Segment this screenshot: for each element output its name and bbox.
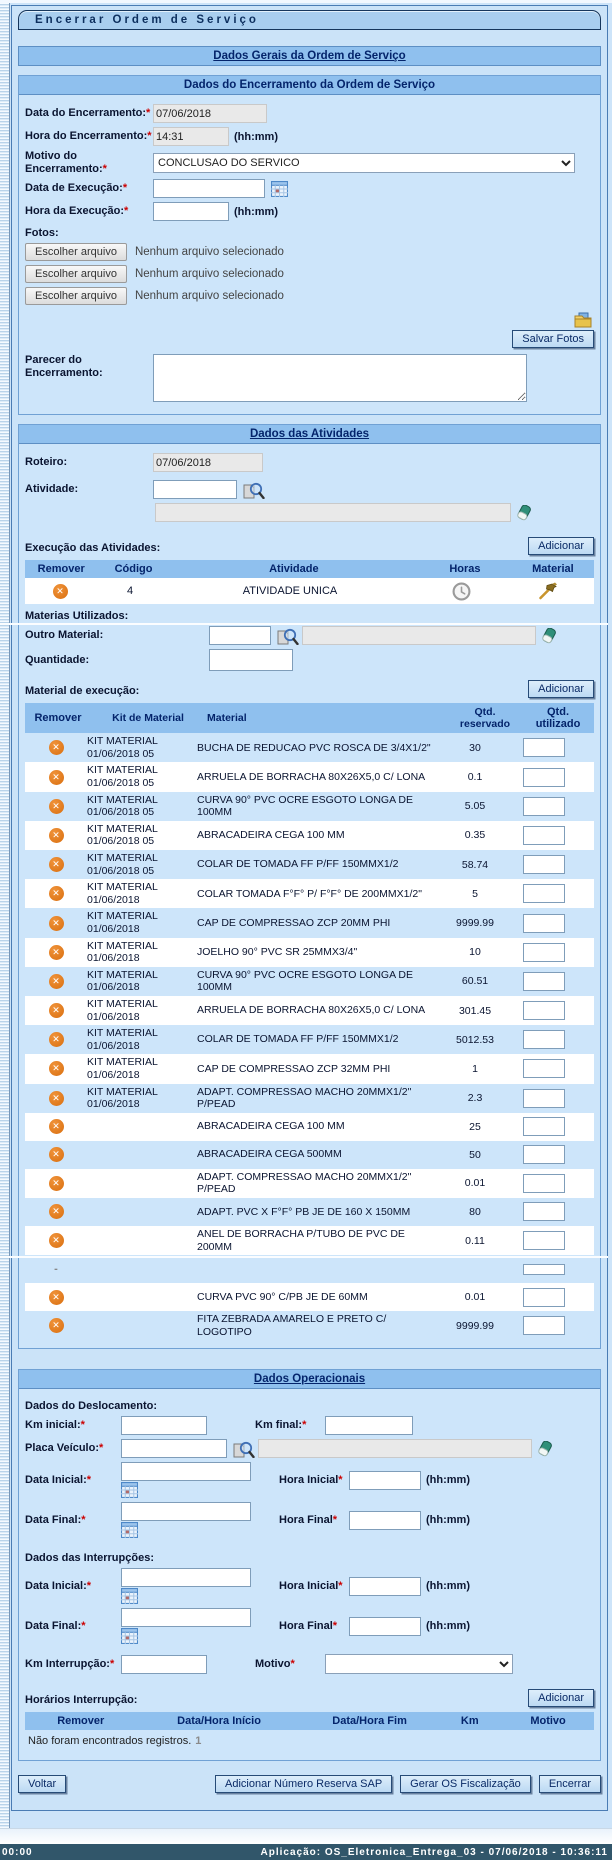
operational-header[interactable]: Dados Operacionais [19, 1370, 600, 1389]
add-interruption-button[interactable]: Adicionar [528, 1689, 594, 1707]
activity-name-cell: ATIVIDADE UNICA [242, 585, 338, 598]
remove-icon[interactable] [49, 1233, 64, 1248]
material-row [25, 1283, 594, 1311]
execution-material-label: Material de execução: [25, 685, 140, 698]
other-material-input[interactable] [209, 626, 271, 645]
activity-description-field [155, 503, 511, 522]
interruption-end-time-input[interactable] [349, 1617, 421, 1636]
interruption-km-label: Km Interrupção:* [25, 1657, 115, 1670]
vehicle-description-field [258, 1439, 532, 1458]
quantity-label: Quantidade: [25, 653, 90, 666]
kit-cell: KIT MATERIAL 01/06/2018 05 [87, 852, 158, 877]
qty-reserved-cell: 0.01 [464, 1177, 486, 1190]
activity-code-cell: 4 [126, 585, 134, 598]
qty-reserved-cell: 5012.53 [456, 1033, 494, 1046]
remove-icon[interactable] [49, 916, 64, 931]
material-row [25, 733, 594, 762]
material-partial-row-artifact: - [25, 1255, 594, 1283]
file-status-1: Nenhum arquivo selecionado [134, 246, 284, 259]
execution-time-input[interactable] [153, 202, 229, 221]
quantity-input[interactable] [209, 649, 293, 671]
search-magnifier-icon[interactable] [233, 1440, 255, 1458]
eraser-icon[interactable] [542, 628, 559, 644]
interruption-end-date-input[interactable] [121, 1608, 251, 1627]
material-row [25, 1054, 594, 1083]
closure-time-field[interactable] [153, 127, 229, 146]
closure-reason-select[interactable] [153, 153, 575, 173]
qty-used-input[interactable] [523, 1231, 565, 1250]
kit-cell: KIT MATERIAL 01/06/2018 [87, 1085, 158, 1111]
remove-icon[interactable] [49, 857, 64, 872]
qty-reserved-cell: 1 [472, 1062, 478, 1075]
col-horas: Horas [449, 563, 481, 576]
qty-used-input[interactable] [523, 738, 565, 757]
material-row [25, 908, 594, 937]
col-motivo: Motivo [530, 1715, 566, 1728]
remove-icon[interactable] [49, 828, 64, 843]
operational-section [18, 1369, 601, 1761]
qty-used-input[interactable] [523, 1001, 565, 1020]
km-final-input[interactable] [325, 1416, 413, 1435]
start-date-input[interactable] [121, 1462, 251, 1481]
calendar-icon[interactable] [121, 1628, 138, 1644]
material-row [25, 1113, 594, 1141]
status-bar [0, 1844, 612, 1860]
stitch-seam [0, 1256, 608, 1258]
col-remover: Remover [37, 563, 85, 576]
material-cell: ARRUELA DE BORRACHA 80X26X5,0 C/ LONA [197, 1004, 426, 1017]
qty-used-input[interactable] [523, 884, 565, 903]
activities-execution-label: Execução das Atividades: [25, 542, 161, 555]
eraser-icon[interactable] [517, 505, 534, 521]
remove-icon[interactable] [49, 886, 64, 901]
end-date-label: Data Final:* [25, 1513, 86, 1526]
folder-icon[interactable] [574, 311, 592, 328]
remove-icon[interactable] [49, 974, 64, 989]
material-row [25, 1025, 594, 1054]
material-cell: CURVA 90° PVC OCRE ESGOTO LONGA DE 100MM [197, 793, 414, 819]
material-cell: CURVA PVC 90° C/PB JE DE 60MM [197, 1290, 368, 1303]
material-cell: CURVA 90° PVC OCRE ESGOTO LONGA DE 100MM [197, 968, 414, 994]
qty-reserved-cell: 9999.99 [456, 917, 494, 929]
col-kit: Kit de Material [112, 711, 184, 724]
time-format-hint: (hh:mm) [234, 205, 278, 218]
material-row [25, 996, 594, 1025]
material-cell: ABRACADEIRA CEGA 100 MM [197, 829, 345, 842]
material-cell: CAP DE COMPRESSAO ZCP 20MM PHI [197, 916, 391, 929]
eraser-icon[interactable] [538, 1441, 555, 1457]
qty-reserved-cell: 60.51 [461, 975, 489, 988]
col-material: Material [207, 711, 247, 724]
calendar-icon[interactable] [121, 1482, 138, 1498]
remove-icon[interactable] [49, 740, 64, 755]
material-cell: ARRUELA DE BORRACHA 80X26X5,0 C/ LONA [197, 770, 426, 783]
material-row [25, 1141, 594, 1169]
interruption-end-date-label: Data Final:* [25, 1619, 86, 1632]
interruption-start-date-label: Data Inicial:* [25, 1579, 92, 1592]
stitch-seam [0, 623, 608, 625]
qty-reserved-cell: 58.74 [461, 858, 489, 871]
route-label: Roteiro: [25, 456, 68, 469]
material-row [25, 850, 594, 879]
activities-table [25, 560, 594, 604]
add-sap-reserve-button[interactable]: Adicionar Número Reserva SAP [215, 1775, 392, 1793]
material-cell: ADAPT. COMPRESSAO MACHO 20MMX1/2" P/PEAD [197, 1170, 412, 1196]
km-initial-label: Km inicial:* [25, 1419, 85, 1432]
closure-time-label: Hora do Encerramento:* [25, 130, 152, 143]
qty-reserved-cell: 0.01 [464, 1291, 486, 1304]
qty-used-input[interactable] [523, 1264, 565, 1275]
execution-date-input[interactable] [153, 179, 265, 198]
closure-header: Dados do Encerramento da Ordem de Serviço [19, 76, 600, 95]
km-final-label: Km final:* [255, 1419, 307, 1432]
qty-used-input[interactable] [523, 943, 565, 962]
search-magnifier-icon[interactable] [243, 481, 265, 499]
activity-label: Atividade: [25, 483, 79, 496]
materials-table [25, 703, 594, 1340]
kit-cell: KIT MATERIAL 01/06/2018 [87, 997, 158, 1023]
material-row [25, 1226, 594, 1255]
kit-cell: KIT MATERIAL 01/06/2018 [87, 881, 158, 906]
other-material-description-field [302, 626, 536, 645]
end-date-input[interactable] [121, 1502, 251, 1521]
km-initial-input[interactable] [121, 1416, 207, 1435]
vehicle-plate-input[interactable] [121, 1439, 227, 1458]
kit-cell: KIT MATERIAL 01/06/2018 [87, 939, 158, 965]
materials-used-label: Materias Utilizados: [25, 610, 129, 623]
material-cell: CAP DE COMPRESSAO ZCP 32MM PHI [197, 1062, 391, 1075]
remove-icon[interactable] [49, 799, 64, 814]
kit-cell: KIT MATERIAL 01/06/2018 [87, 1027, 158, 1052]
material-row [25, 879, 594, 908]
back-button[interactable]: Voltar [18, 1775, 66, 1793]
execution-time-label: Hora da Execução:* [25, 205, 129, 218]
remove-icon[interactable] [49, 1032, 64, 1047]
left-texture-edge [0, 3, 10, 1860]
material-cell: ADAPT. PVC X F°F° PB JE DE 160 X 150MM [197, 1205, 411, 1218]
other-material-label: Outro Material: [25, 629, 104, 642]
qty-used-input[interactable] [523, 914, 565, 933]
remove-icon[interactable] [49, 1176, 64, 1191]
remove-icon[interactable] [49, 1147, 64, 1162]
material-cell: COLAR DE TOMADA FF P/FF 150MMX1/2 [197, 858, 399, 871]
calendar-icon[interactable] [121, 1588, 138, 1604]
kit-cell: KIT MATERIAL 01/06/2018 05 [87, 735, 158, 760]
col-qtd-reservado: Qtd. reservado [459, 706, 511, 731]
material-row [25, 1084, 594, 1113]
closure-reason-label: Motivo do Encerramento:* [25, 150, 107, 175]
activities-section [18, 424, 601, 1349]
time-format-hint: (hh:mm) [426, 1620, 470, 1633]
route-field[interactable] [153, 453, 263, 472]
interruption-end-time-label: Hora Final* [279, 1619, 338, 1632]
qty-used-input[interactable] [523, 855, 565, 874]
remove-icon[interactable] [49, 1003, 64, 1018]
generate-inspection-os-button[interactable]: Gerar OS Fiscalização [400, 1775, 531, 1793]
time-format-hint: (hh:mm) [426, 1474, 470, 1487]
remove-icon[interactable] [49, 770, 64, 785]
status-application-info: Aplicação: OS_Eletronica_Entrega_03 - 07/06/2018 - 10:36:11 [260, 1846, 608, 1858]
qty-reserved-cell: 9999.99 [456, 1319, 494, 1332]
remove-icon[interactable] [49, 945, 64, 960]
no-records-row: Não foram encontrados registros. 1 [28, 1735, 202, 1748]
kit-cell: KIT MATERIAL 01/06/2018 [87, 910, 158, 935]
clock-icon[interactable] [452, 582, 471, 601]
time-format-hint: (hh:mm) [426, 1580, 470, 1593]
closure-date-label: Data do Encerramento:* [25, 107, 151, 120]
closure-opinion-label: Parecer do Encerramento: [25, 354, 103, 379]
calendar-icon[interactable] [271, 181, 288, 197]
qty-used-input[interactable] [523, 1089, 565, 1108]
material-row [25, 967, 594, 996]
qty-used-input[interactable] [523, 1030, 565, 1049]
material-cell: ADAPT. COMPRESSAO MACHO 20MMX1/2" P/PEAD [197, 1085, 412, 1111]
qty-reserved-cell: 80 [469, 1205, 481, 1218]
qty-reserved-cell: 5 [472, 887, 478, 900]
qty-reserved-cell: 50 [469, 1148, 481, 1161]
status-timer: 00:00 [2, 1846, 33, 1858]
general-data-header[interactable]: Dados Gerais da Ordem de Serviço [18, 46, 601, 66]
activity-code-input[interactable] [153, 480, 237, 499]
file-status-3: Nenhum arquivo selecionado [134, 290, 284, 303]
interruption-times-label: Horários Interrupção: [25, 1694, 138, 1707]
qty-used-input[interactable] [523, 768, 565, 787]
material-row [25, 938, 594, 967]
material-cell: ANEL DE BORRACHA P/TUBO DE PVC DE 200MM [197, 1227, 405, 1253]
material-row [25, 1169, 594, 1198]
start-time-label: Hora Inicial* [279, 1473, 343, 1486]
qty-reserved-cell: 0.1 [467, 771, 483, 784]
search-magnifier-icon[interactable] [277, 627, 299, 645]
qty-reserved-cell: 0.35 [464, 829, 486, 842]
page-number[interactable]: 1 [195, 1735, 202, 1748]
material-row [25, 762, 594, 791]
main-panel [11, 5, 608, 1811]
kit-cell: KIT MATERIAL 01/06/2018 05 [87, 793, 158, 819]
qty-reserved-cell: 25 [469, 1120, 481, 1133]
displacement-label: Dados do Deslocamento: [25, 1400, 158, 1413]
qty-used-input[interactable] [523, 972, 565, 991]
remove-icon[interactable] [49, 1119, 64, 1134]
qty-used-input[interactable] [523, 826, 565, 845]
interruptions-table [25, 1712, 594, 1752]
col-datahora-fim: Data/Hora Fim [332, 1715, 407, 1728]
qty-reserved-cell: 10 [469, 946, 481, 959]
remove-icon[interactable] [53, 584, 68, 599]
interruption-start-date-input[interactable] [121, 1568, 251, 1587]
col-qtd-utilizado: Qtd. utilizado [535, 706, 581, 731]
col-atividade: Atividade [269, 563, 319, 576]
save-photos-button[interactable]: Salvar Fotos [512, 330, 594, 348]
qty-used-input[interactable] [523, 1117, 565, 1136]
material-row [25, 1198, 594, 1226]
col-datahora-inicio: Data/Hora Início [177, 1715, 261, 1728]
end-time-input[interactable] [349, 1511, 421, 1530]
material-cell: COLAR DE TOMADA FF P/FF 150MMX1/2 [197, 1033, 399, 1046]
col-remover: Remover [34, 712, 82, 725]
qty-used-input[interactable] [523, 1059, 565, 1078]
interruption-start-time-input[interactable] [349, 1577, 421, 1596]
qty-reserved-cell: 2.3 [467, 1092, 483, 1105]
col-material: Material [532, 563, 574, 576]
qty-used-input[interactable] [523, 797, 565, 816]
closure-section [18, 75, 601, 415]
closure-opinion-textarea[interactable] [153, 354, 527, 402]
remove-icon[interactable] [49, 1318, 64, 1333]
end-time-label: Hora Final* [279, 1513, 338, 1526]
photos-label: Fotos: [25, 227, 59, 240]
kit-cell: KIT MATERIAL 01/06/2018 [87, 968, 158, 994]
hammer-icon[interactable] [537, 581, 558, 601]
choose-file-button-1[interactable]: Escolher arquivo [25, 243, 127, 261]
material-cell: ABRACADEIRA CEGA 100 MM [197, 1120, 345, 1133]
kit-cell: KIT MATERIAL 01/06/2018 [87, 1056, 158, 1081]
qty-reserved-cell: 0.11 [465, 1234, 485, 1247]
remove-icon[interactable] [49, 1290, 64, 1305]
interruption-reason-select[interactable] [325, 1654, 513, 1674]
interruption-reason-label: Motivo* [255, 1657, 295, 1670]
col-remover: Remover [57, 1715, 105, 1728]
interruptions-label: Dados das Interrupções: [25, 1552, 154, 1565]
qty-used-input[interactable] [523, 1174, 565, 1193]
materials-rows [25, 733, 594, 1340]
remove-icon[interactable] [49, 1061, 64, 1076]
time-format-hint: (hh:mm) [426, 1514, 470, 1527]
file-status-2: Nenhum arquivo selecionado [134, 268, 284, 281]
calendar-icon[interactable] [121, 1522, 138, 1538]
closure-date-field[interactable] [153, 104, 267, 123]
material-cell: JOELHO 90° PVC SR 25MMX3/4" [197, 945, 358, 958]
qty-used-input[interactable] [523, 1145, 565, 1164]
qty-reserved-cell: 301.45 [458, 1004, 492, 1017]
material-row [25, 1311, 594, 1340]
material-cell: FITA ZEBRADA AMARELO E PRETO C/ LOGOTIPO [197, 1313, 387, 1338]
qty-used-input[interactable] [523, 1288, 565, 1307]
close-order-button[interactable]: Encerrar [539, 1775, 601, 1793]
qty-used-input[interactable] [523, 1202, 565, 1221]
material-row [25, 792, 594, 821]
kit-cell: KIT MATERIAL 01/06/2018 05 [87, 822, 158, 848]
start-time-input[interactable] [349, 1471, 421, 1490]
interruption-start-time-label: Hora Inicial* [279, 1579, 343, 1592]
vehicle-plate-label: Placa Veículo:* [25, 1442, 104, 1455]
material-cell: COLAR TOMADA F°F° P/ F°F° DE 200MMX1/2" [197, 887, 422, 900]
qty-used-input[interactable] [523, 1316, 565, 1335]
page-bottom-strip [0, 1828, 612, 1844]
qty-reserved-cell: 5.05 [464, 800, 486, 813]
start-date-label: Data Inicial:* [25, 1473, 92, 1486]
choose-file-button-2[interactable]: Escolher arquivo [25, 265, 127, 283]
col-km: Km [460, 1715, 479, 1728]
activities-header[interactable]: Dados das Atividades [19, 425, 600, 444]
activity-row [25, 578, 594, 604]
material-cell: BUCHA DE REDUCAO PVC ROSCA DE 3/4X1/2" [197, 741, 431, 754]
add-material-button[interactable]: Adicionar [528, 680, 594, 698]
time-format-hint: (hh:mm) [234, 130, 278, 143]
material-row [25, 821, 594, 850]
remove-icon[interactable] [49, 1204, 64, 1219]
add-activity-button[interactable]: Adicionar [528, 537, 594, 555]
execution-date-label: Data de Execução:* [25, 182, 128, 195]
col-codigo: Código [114, 563, 153, 576]
kit-cell: KIT MATERIAL 01/06/2018 05 [87, 764, 158, 790]
choose-file-button-3[interactable]: Escolher arquivo [25, 287, 127, 305]
interruption-km-input[interactable] [121, 1655, 207, 1674]
window-title: Encerrar Ordem de Serviço [18, 10, 601, 30]
qty-reserved-cell: 30 [469, 741, 481, 754]
material-cell: ABRACADEIRA CEGA 500MM [197, 1148, 342, 1161]
remove-icon[interactable] [49, 1091, 64, 1106]
